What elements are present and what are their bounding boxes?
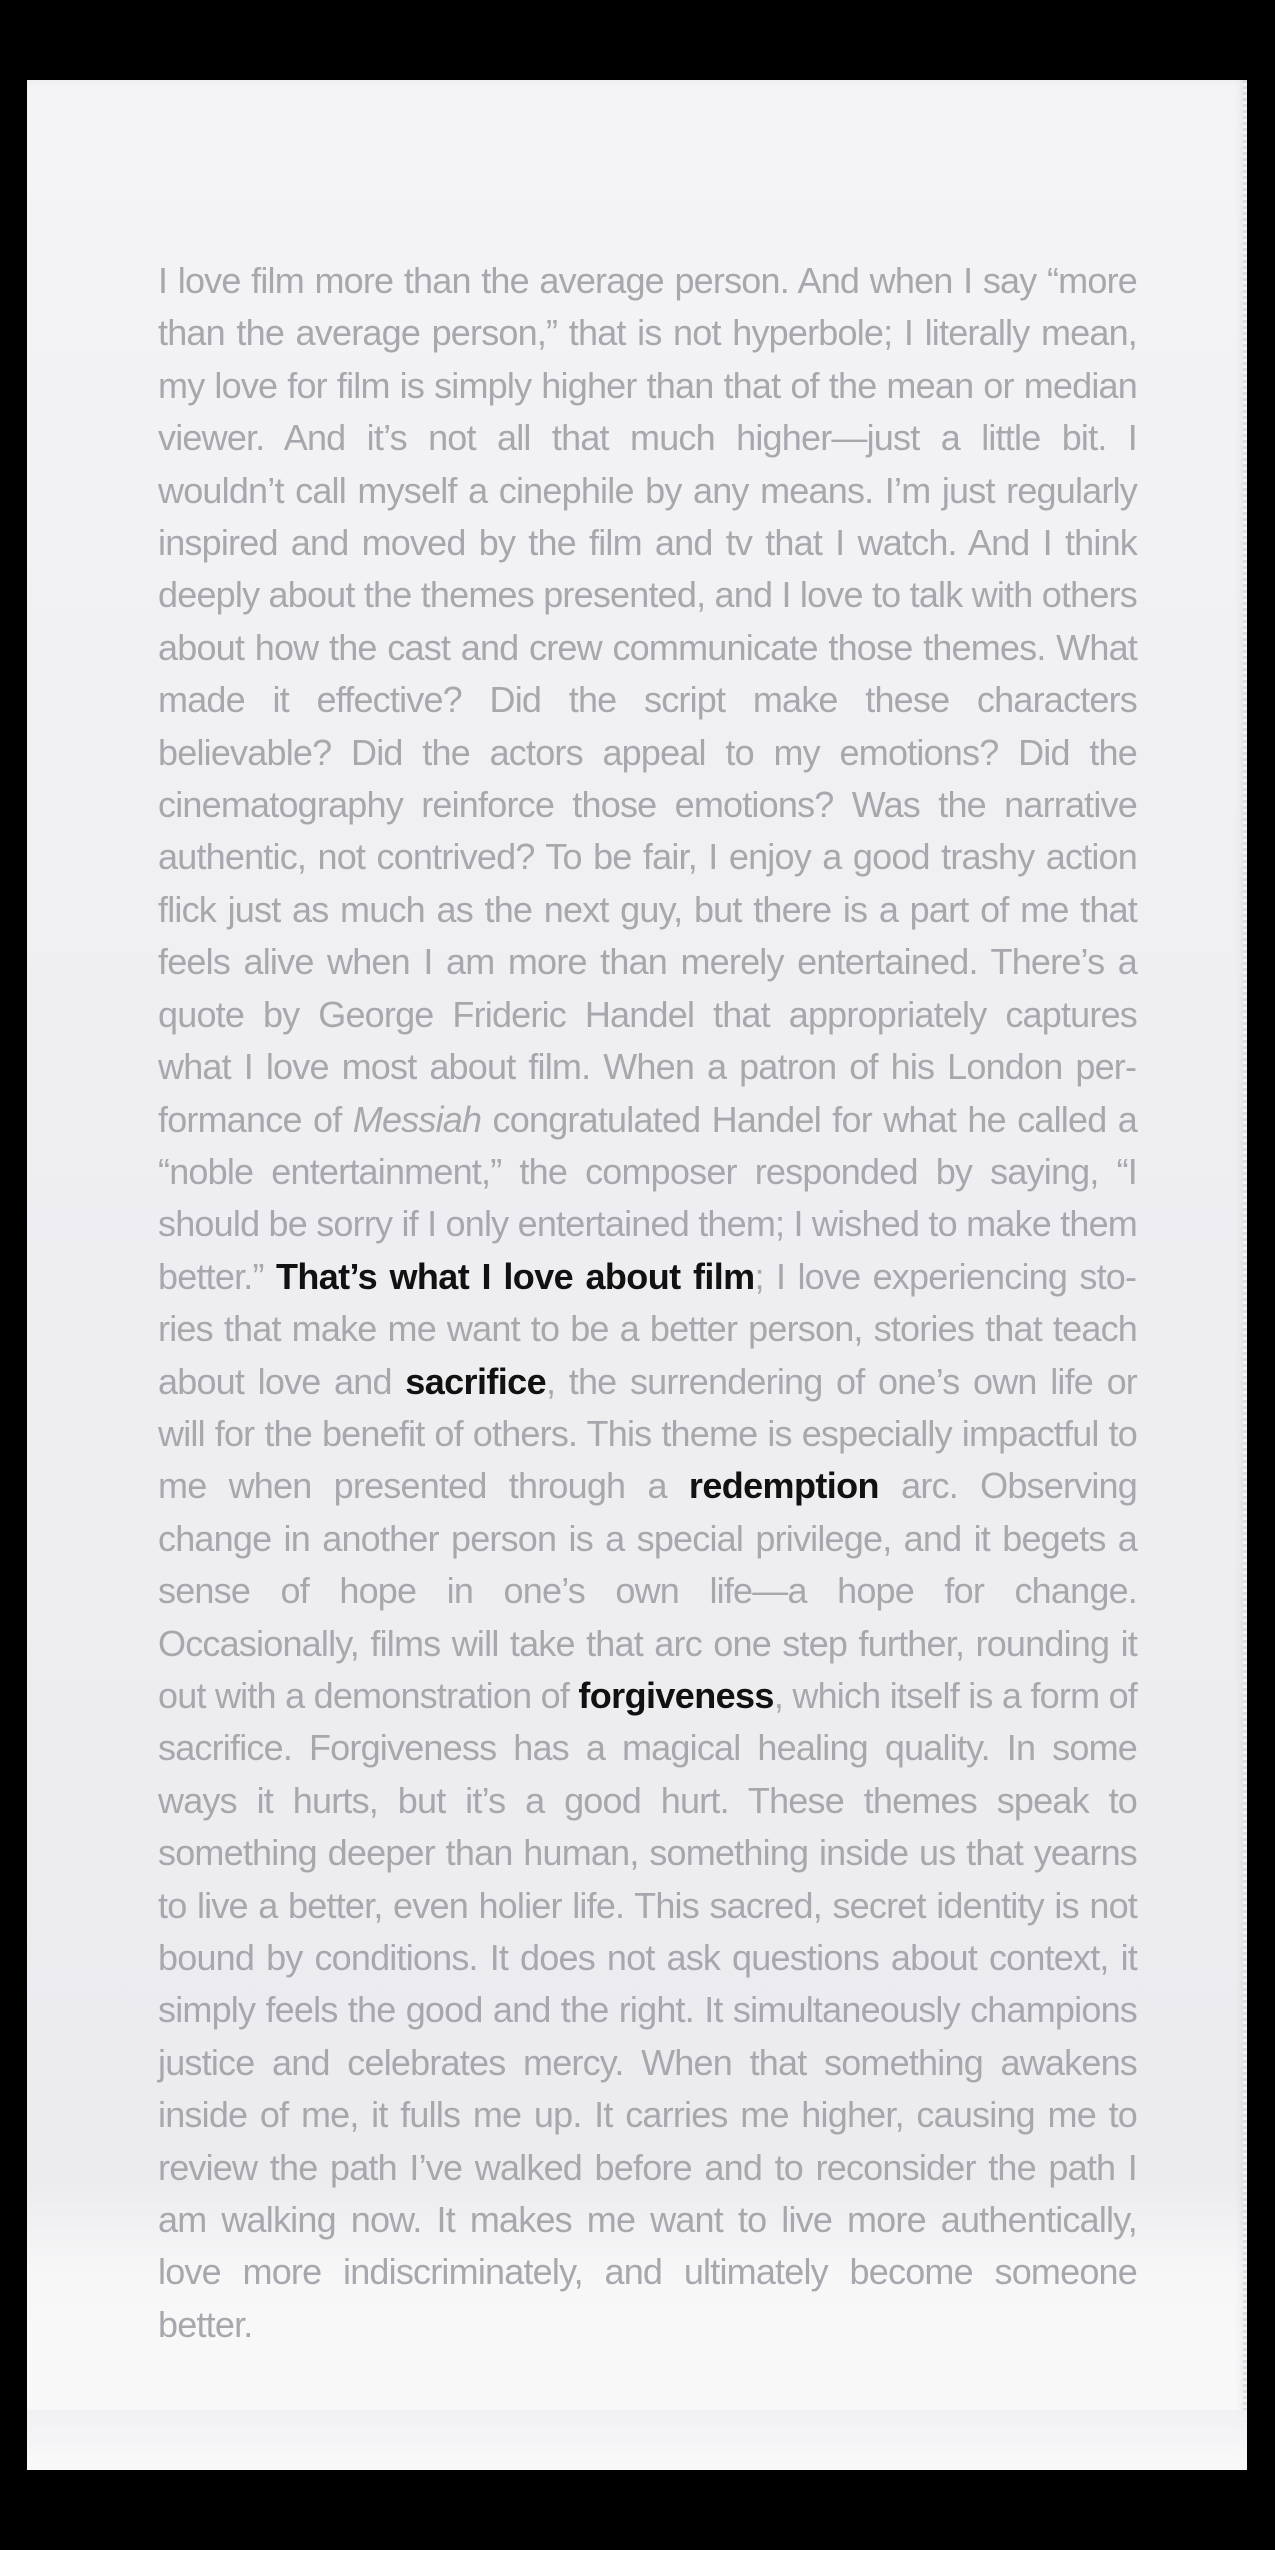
paper-edge	[1243, 80, 1247, 2468]
essay-paragraph	[158, 255, 1137, 2351]
text-segment: congratulated Handel for what he called a “noble entertainment,” the composer responded by saying, “I should be sorry if I only entertained them; I wished to make them better.”	[158, 1098, 1137, 1297]
film-title: Messiah	[352, 1098, 482, 1140]
emphasis-love-film: That’s what I love about film	[275, 1255, 755, 1297]
text-segment: , which itself is a form of sacrifice. Forgiveness has a magical healing quality. In some ways it hurts, but it’s a good hurt. These themes speak to something deeper than human, something inside us that yearns to live a better, even holier life. This sacred, secret identity is not bound by conditions. It does not ask questions about context, it simply feels the good and the right. It simultaneously champions justice and celebrates mercy. When that something awakens inside of me, it fulls me up. It carries me higher, causing me to review the path I’ve walked before and to reconsider the path I am walking now. It makes me want to live more authentically, love more indiscriminately, and ultimately become someone better.	[158, 1674, 1137, 2345]
page-footer-area	[27, 2410, 1247, 2470]
emphasis-sacrifice: sacrifice	[405, 1360, 546, 1402]
text-segment: arc. Observing change in another person is a special privilege, and it begets a sense of hope in one’s own life—a hope for change. Occasionally, films will take that arc one step further, rounding it out with a demonstration of	[158, 1465, 1138, 1716]
text-segment: , the surrendering of one’s own life or will for the benefit of others. This theme is especially impactful to me when presented through a	[158, 1360, 1137, 1507]
text-segment: ; I love experiencing stories that make me want to be a better person, stories that teach about love and	[158, 1255, 1137, 1402]
emphasis-forgiveness: forgiveness	[578, 1674, 774, 1716]
emphasis-redemption: redemption	[688, 1465, 879, 1507]
paper-page	[27, 80, 1247, 2468]
text-segment: I love film more than the average person. And when I say “more than the average person,” that is not hyperbole; I literally mean, my love for film is simply higher than that of the mean or median viewer. And it’s not all that much higher—just a little bit. I wouldn’t call myself a cinephile by any means. I’m just regularly inspired and moved by the film and tv that I watch. And I think deeply about the themes presented, and I love to talk with others about how the cast and crew communicate those themes. What made it effective? Did the script make these characters believable? Did the actors appeal to my emotions? Did the cinematography reinforce those emotions? Was the narrative authentic, not contrived? To be fair, I enjoy a good trashy action flick just as much as the next guy, but there is a part of me that feels alive when I am more than merely entertained. There’s a quote by George Frideric Handel that appropriately captures what I love most about film. When a patron of his London performance of	[158, 260, 1137, 1140]
